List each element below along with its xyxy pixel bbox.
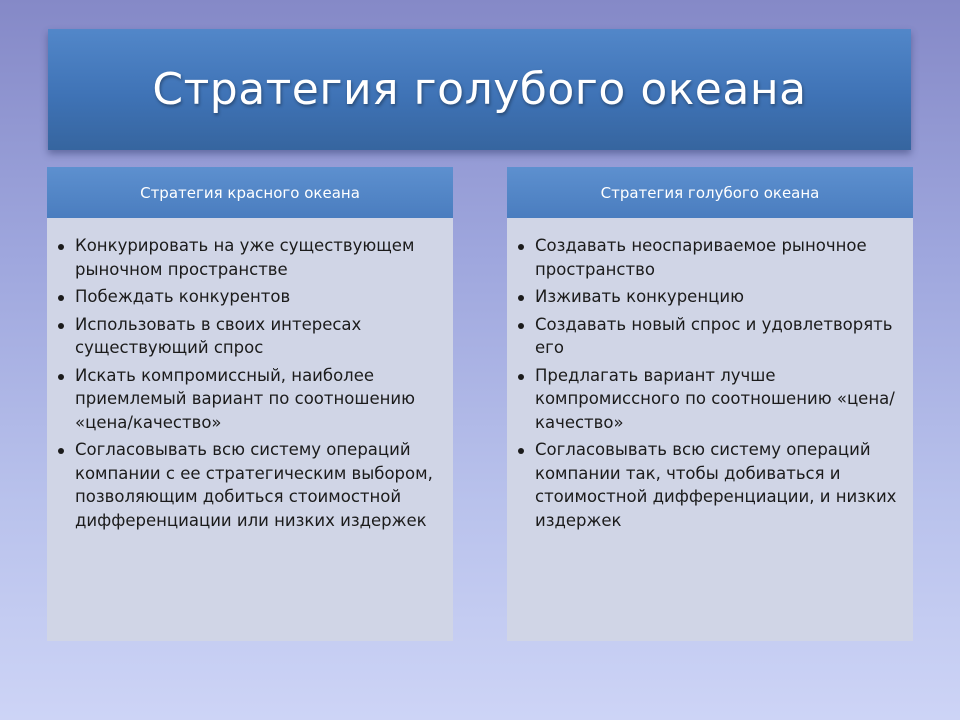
list-item [518,285,903,309]
red-ocean-header: Стратегия красного океана [47,167,453,218]
list-item [518,364,903,435]
red-ocean-column [47,167,453,641]
list-item-text: Согласовывать всю систему операций компании так, чтобы добиваться и стоимостной дифференциации, и низких издержек [535,440,897,530]
list-item-text: Создавать новый спрос и удовлетворять его [535,314,893,357]
list-item-text: Изживать конкуренцию [535,287,744,306]
bullet-icon [518,448,524,454]
blue-ocean-list [518,234,903,532]
list-item-text: Согласовывать всю систему операций компании с ее стратегическим выбором, позволяющим добиться стоимостной дифференциации или низких издержек [75,440,433,530]
list-item-text: Создавать неоспариваемое рыночное пространство [535,236,867,279]
red-ocean-list [58,234,443,532]
bullet-icon [518,295,524,301]
list-item-text: Побеждать конкурентов [75,287,291,306]
bullet-icon [518,244,524,250]
blue-ocean-column [507,167,913,641]
list-item [518,438,903,532]
list-item [58,234,443,281]
bullet-icon [58,295,64,301]
list-item [58,364,443,435]
bullet-icon [58,374,64,380]
list-item [58,313,443,360]
bullet-icon [58,323,64,329]
blue-ocean-header: Стратегия голубого океана [507,167,913,218]
slide-title: Стратегия голубого океана [152,64,807,115]
list-item-text: Конкурировать на уже существующем рыночном пространстве [75,236,415,279]
blue-ocean-body [507,218,913,641]
list-item-text: Предлагать вариант лучше компромиссного по соотношению «цена/качество» [535,365,895,432]
slide-title-bar [48,29,911,150]
list-item [518,313,903,360]
bullet-icon [58,244,64,250]
list-item-text: Искать компромиссный, наиболее приемлемый вариант по соотношению «цена/качество» [75,365,416,432]
list-item [518,234,903,281]
red-ocean-body [47,218,453,641]
bullet-icon [58,448,64,454]
bullet-icon [518,374,524,380]
list-item [58,438,443,532]
list-item-text: Использовать в своих интересах существующий спрос [75,314,362,357]
list-item [58,285,443,309]
bullet-icon [518,323,524,329]
